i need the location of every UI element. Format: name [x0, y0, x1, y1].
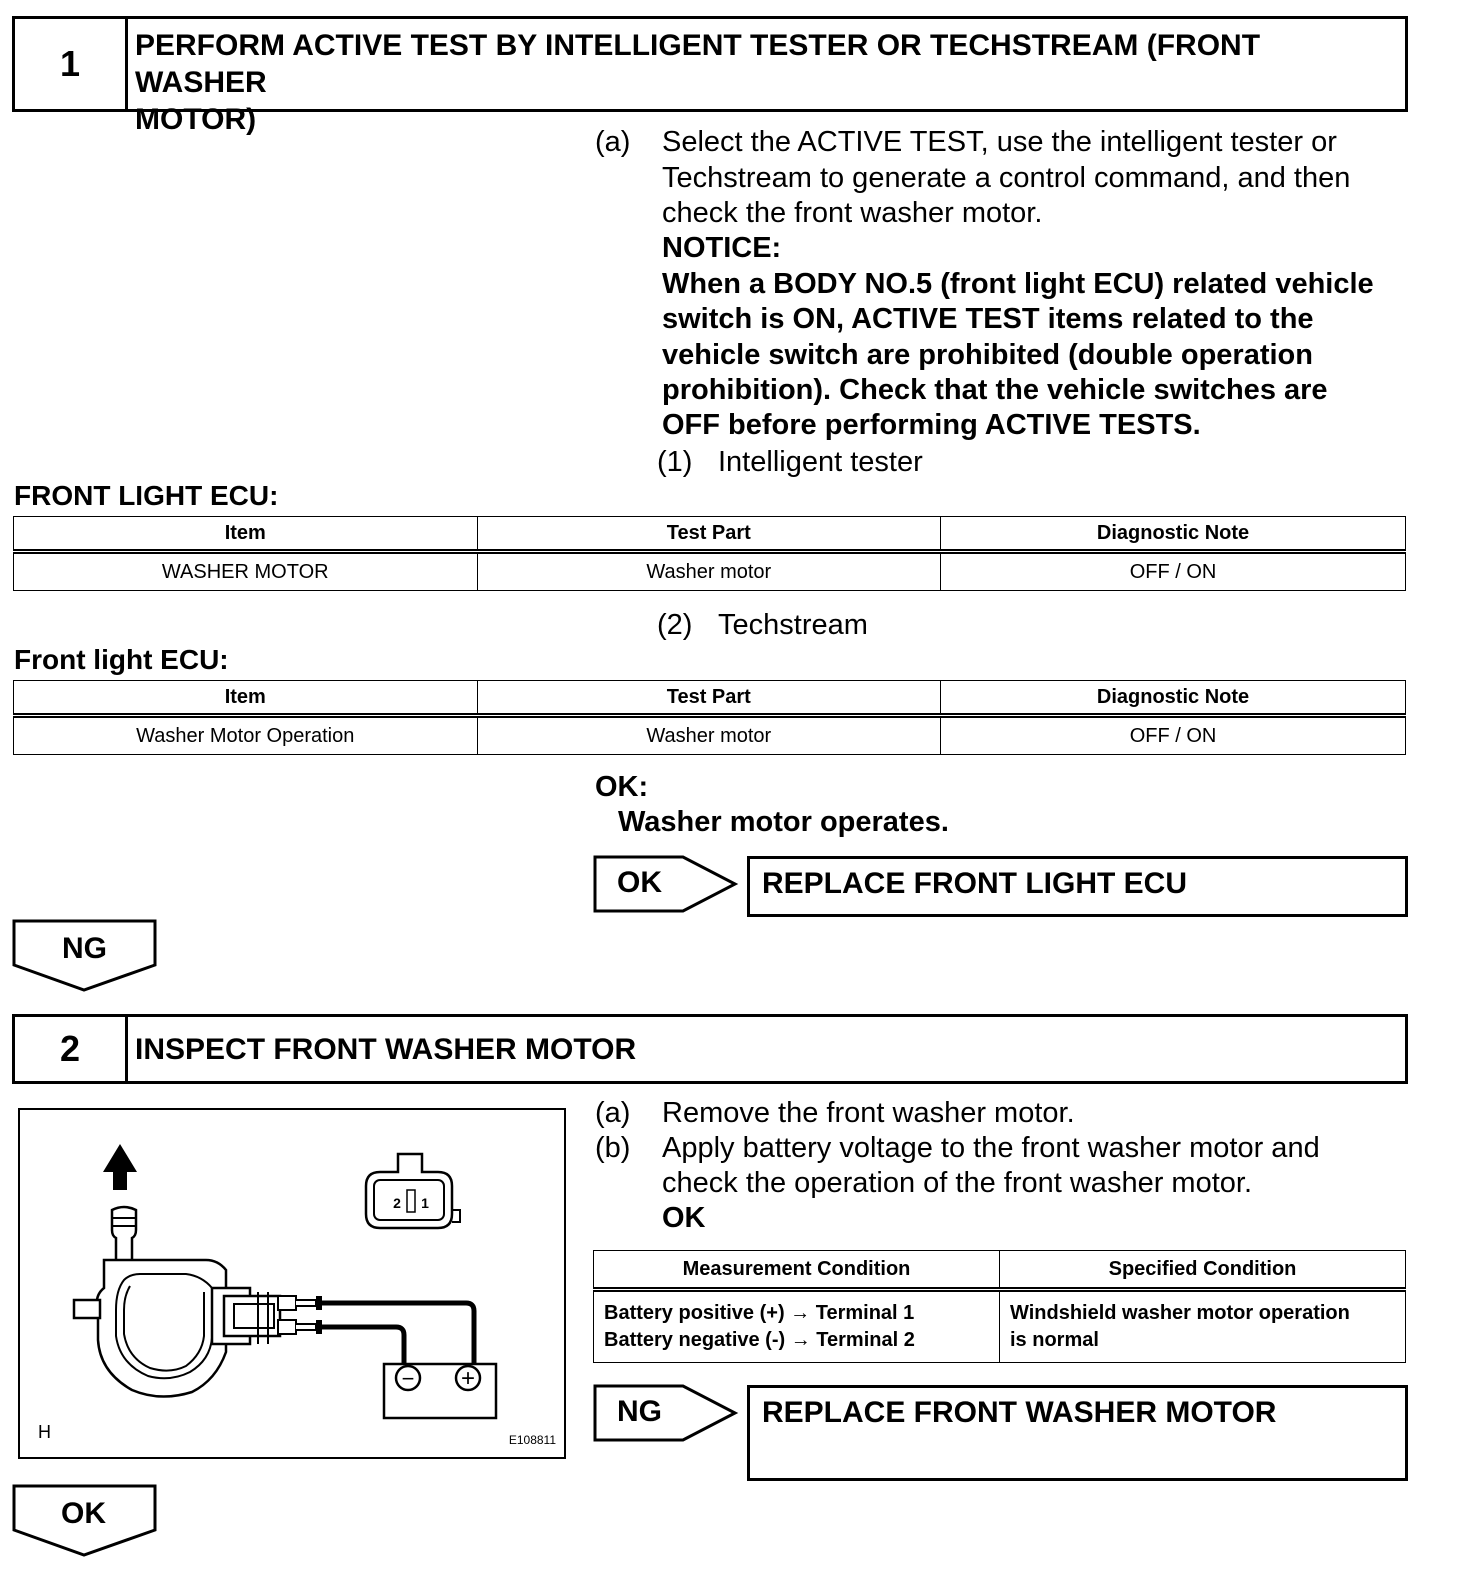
step1-title-line1: PERFORM ACTIVE TEST BY INTELLIGENT TESTER OR TECHSTREAM (FRONT WASHER [135, 29, 1261, 99]
table1 [13, 516, 1406, 591]
ok-arrow-icon [593, 855, 743, 913]
step2-b-line2: check the operation of the front washer motor. [662, 1167, 1252, 1199]
notice-line5: OFF before performing ACTIVE TESTS. [662, 409, 1201, 441]
step2-ok-label: OK [662, 1202, 706, 1234]
step2-title: INSPECT FRONT WASHER MOTOR [135, 1033, 637, 1066]
washer-motor-figure [18, 1108, 566, 1459]
step1-ok-label: OK: [595, 771, 649, 803]
step1-title [135, 27, 1395, 138]
condition-line1: Battery positive (+) → Terminal 1 [604, 1302, 915, 1324]
notice-line1: When a BODY NO.5 (front light ECU) related vehicle [662, 268, 1374, 300]
notice-line4: prohibition). Check that the vehicle switches are [662, 374, 1328, 406]
table1-header-test-part: Test Part [477, 517, 941, 552]
measurement-header-specified: Specified Condition [1000, 1251, 1406, 1290]
table-row [14, 552, 1406, 591]
ng-arrow-icon [593, 1384, 743, 1442]
sub2-label: (2) [657, 609, 693, 641]
battery-positive-symbol: + [460, 1365, 476, 1392]
table2-title: Front light ECU: [14, 644, 229, 675]
step1-a-line3: check the front washer motor. [662, 197, 1043, 229]
step2-number: 2 [15, 1017, 128, 1081]
step2-b-line1: Apply battery voltage to the front washer motor and [662, 1132, 1320, 1164]
step1-number: 1 [15, 19, 128, 109]
table-row [594, 1290, 1406, 1363]
measurement-table [593, 1250, 1406, 1363]
sub2-text: Techstream [718, 609, 868, 641]
step1-ng-arrow-label: NG [62, 932, 107, 965]
notice-label: NOTICE: [662, 232, 782, 264]
table2-cell-test-part: Washer motor [477, 716, 941, 755]
step1-ok-arrow-label: OK [617, 866, 662, 899]
measurement-cell-condition [594, 1290, 1000, 1363]
table2-header-diagnostic-note: Diagnostic Note [941, 681, 1406, 716]
notice-line3: vehicle switch are prohibited (double operation [662, 339, 1313, 371]
step1-ok-text: Washer motor operates. [618, 806, 949, 838]
step2-ng-arrow-label: NG [617, 1395, 662, 1428]
step1-a-line1: Select the ACTIVE TEST, use the intelligent tester or [662, 126, 1337, 158]
step2-b-label: (b) [595, 1132, 631, 1164]
table2-cell-item: Washer Motor Operation [14, 716, 478, 755]
step1-a-label: (a) [595, 126, 631, 158]
figure-corner-letter: H [38, 1422, 51, 1442]
table2-header-test-part: Test Part [477, 681, 941, 716]
table2 [13, 680, 1406, 755]
replace-front-washer-motor-box: REPLACE FRONT WASHER MOTOR [747, 1385, 1408, 1481]
table1-cell-diagnostic-note: OFF / ON [941, 552, 1406, 591]
up-arrow-icon [103, 1144, 137, 1190]
table1-cell-item: WASHER MOTOR [14, 552, 478, 591]
step1-title-line2: MOTOR) [135, 103, 257, 136]
spec-line1: Windshield washer motor operation [1010, 1302, 1350, 1324]
step2-ok-arrow-label: OK [61, 1497, 106, 1530]
measurement-cell-specified [1000, 1290, 1406, 1363]
connector-pin-2: 2 [393, 1195, 401, 1211]
connector-pin-1: 1 [421, 1195, 429, 1211]
sub1-text: Intelligent tester [718, 446, 923, 478]
figure-code: E108811 [508, 1433, 556, 1447]
step2-a-label: (a) [595, 1097, 631, 1129]
step2-header [12, 1014, 1408, 1084]
table2-header-item: Item [14, 681, 478, 716]
condition-line2: Battery negative (-) → Terminal 2 [604, 1329, 915, 1351]
measurement-header-condition: Measurement Condition [594, 1251, 1000, 1290]
step2-a-text: Remove the front washer motor. [662, 1097, 1075, 1129]
table1-header-item: Item [14, 517, 478, 552]
battery-negative-symbol: − [401, 1366, 415, 1391]
connector-face-icon [366, 1154, 460, 1228]
table1-title: FRONT LIGHT ECU: [14, 480, 279, 511]
replace-front-light-ecu-box: REPLACE FRONT LIGHT ECU [747, 856, 1408, 917]
washer-motor-diagram [20, 1110, 564, 1457]
table1-cell-test-part: Washer motor [477, 552, 941, 591]
notice-line2: switch is ON, ACTIVE TEST items related to the [662, 303, 1314, 335]
spec-line2: is normal [1010, 1329, 1099, 1351]
table-row [14, 716, 1406, 755]
table1-header-diagnostic-note: Diagnostic Note [941, 517, 1406, 552]
step1-a-line2: Techstream to generate a control command, and then [662, 162, 1351, 194]
step1-header [12, 16, 1408, 136]
sub1-label: (1) [657, 446, 693, 478]
table2-cell-diagnostic-note: OFF / ON [941, 716, 1406, 755]
